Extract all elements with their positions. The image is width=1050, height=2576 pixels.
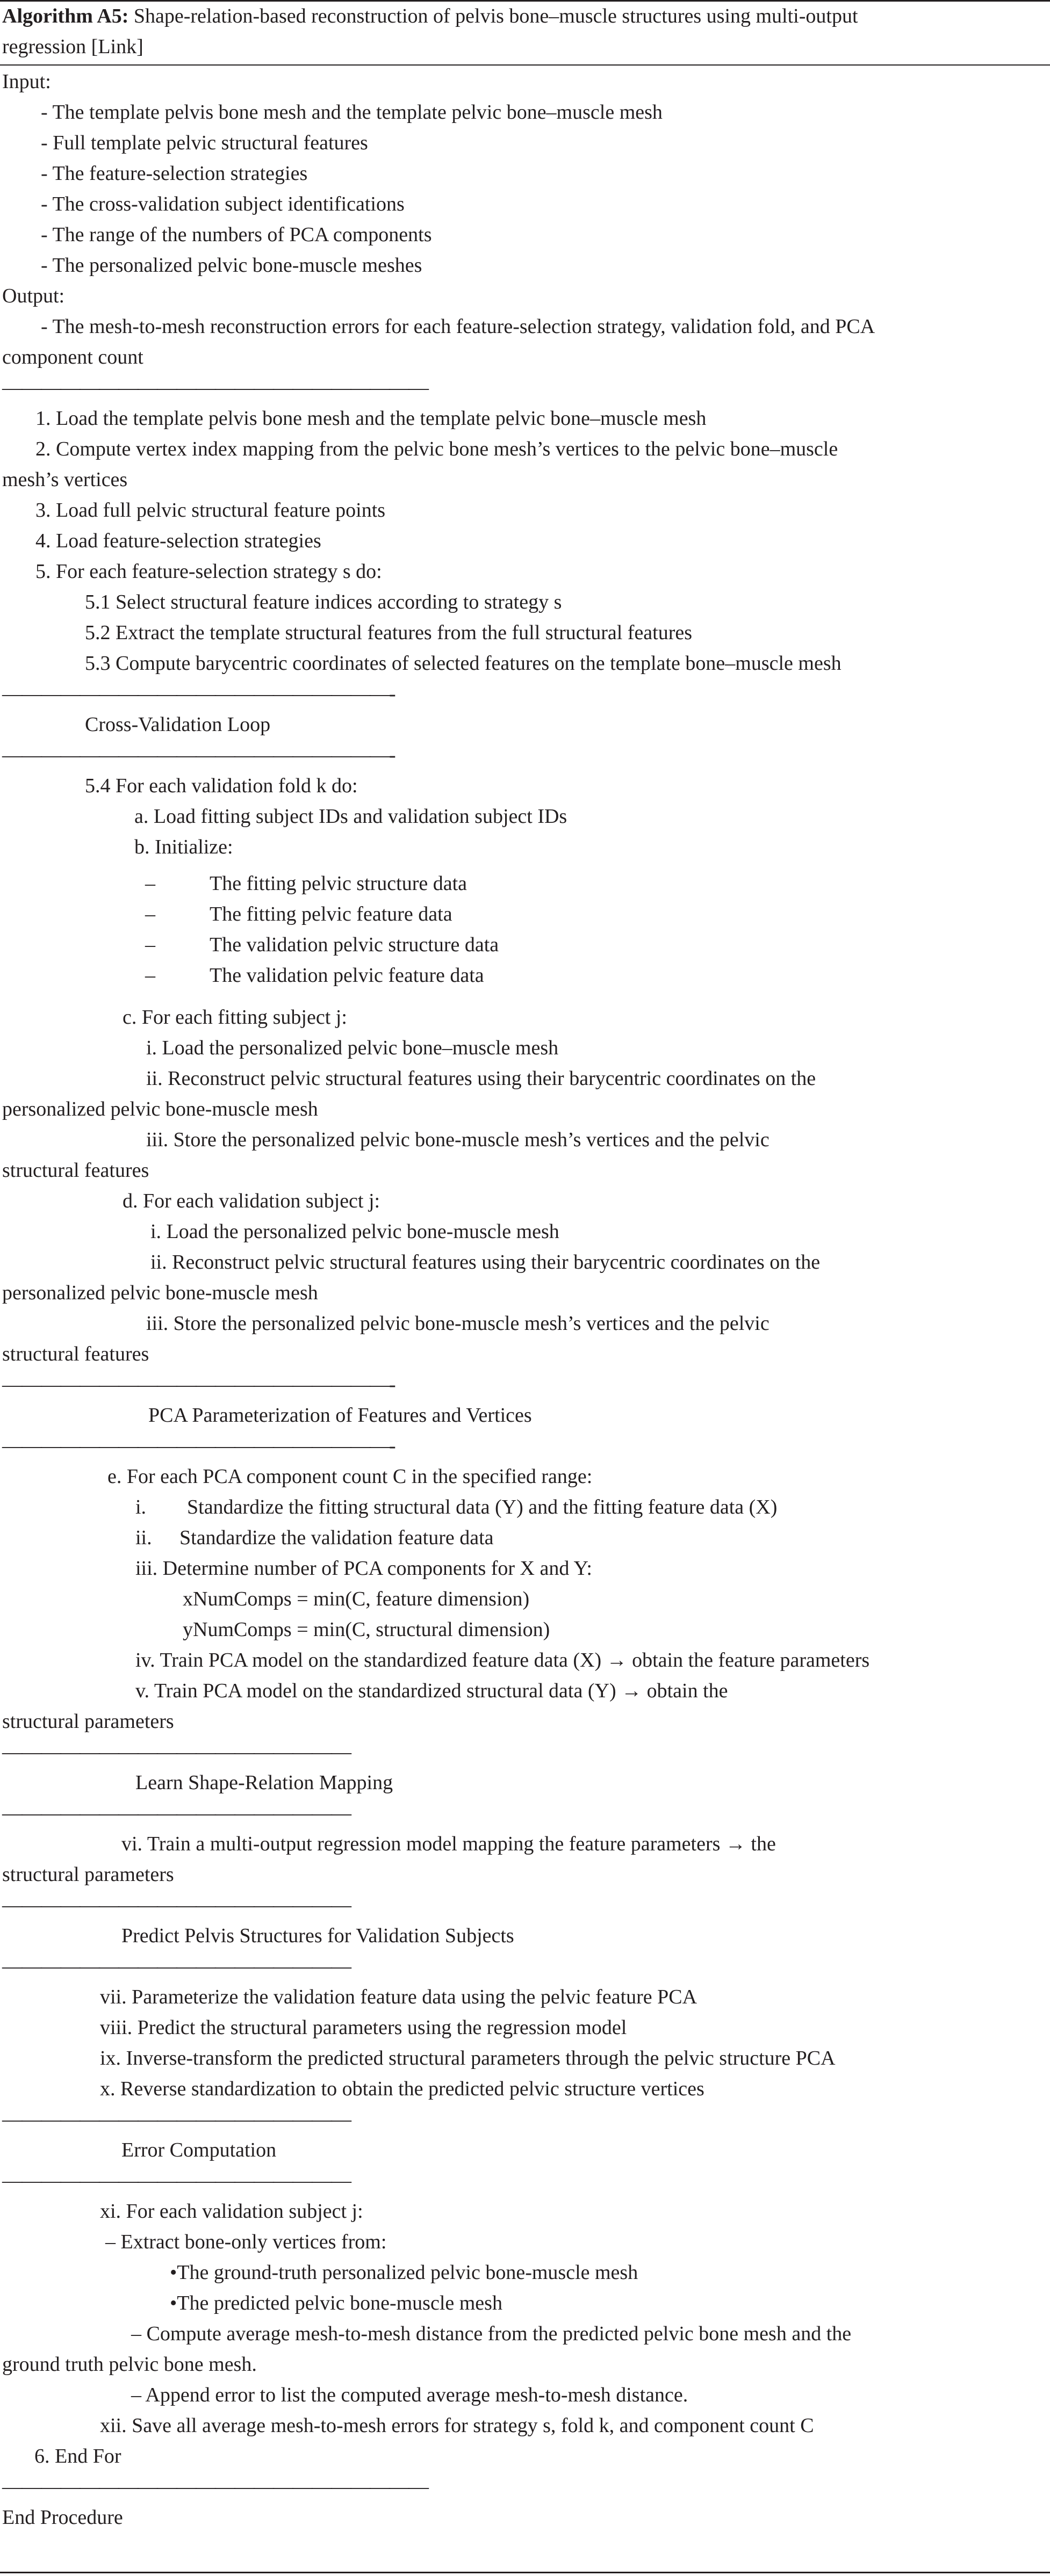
step-e-iii: iii. Determine number of PCA components for X and Y: <box>135 1557 592 1580</box>
step-e-i <box>0 1492 1050 1523</box>
step-e-ii-num: ii. <box>135 1526 152 1549</box>
step-xii: xii. Save all average mesh-to-mesh errors for strategy s, fold k, and component count C <box>100 2414 814 2437</box>
section-title-cross-validation: Cross-Validation Loop <box>85 713 271 736</box>
init-item <box>0 960 1050 1002</box>
step-c-iii-line-2: structural features <box>2 1159 149 1182</box>
output-line-1: - The mesh-to-mesh reconstruction errors for each feature-selection strategy, validation fold, and PCA <box>41 315 875 338</box>
separator: —————————————————— <box>2 2108 350 2131</box>
step-1: 1. Load the template pelvis bone mesh and the template pelvic bone–muscle mesh <box>35 407 707 430</box>
input-item-3: - The feature-selection strategies <box>41 162 308 185</box>
step-e-ii <box>0 1523 1050 1553</box>
step-5-4: 5.4 For each validation fold k do: <box>85 775 358 797</box>
separator: —————————————————— <box>2 2169 350 2192</box>
output-line-2: component count <box>2 346 143 368</box>
step-d-iii-line-1: iii. Store the personalized pelvic bone-muscle mesh’s vertices and the pelvic <box>146 1312 769 1335</box>
compute-line-1: – Compute average mesh-to-mesh distance from the predicted pelvic bone mesh and the <box>131 2322 852 2345</box>
step-e-v-line-1: v. Train PCA model on the standardized structural data (Y) → obtain the <box>135 1680 728 1702</box>
step-e-iv: iv. Train PCA model on the standardized feature data (X) → obtain the feature parameters <box>135 1649 870 1671</box>
step-e-i-text: Standardize the fitting structural data (Y) and the fitting feature data (X) <box>187 1496 778 1518</box>
algorithm-body <box>0 67 1050 2533</box>
ynumcomps: yNumComps = min(C, structural dimension) <box>183 1618 550 1641</box>
input-item-1: - The template pelvis bone mesh and the template pelvic bone–muscle mesh <box>41 101 663 124</box>
step-vi-line-1: vi. Train a multi-output regression model mapping the feature parameters → the <box>121 1833 776 1855</box>
step-vii: vii. Parameterize the validation feature data using the pelvic feature PCA <box>100 1986 697 2008</box>
compute-line-2: ground truth pelvic bone mesh. <box>2 2353 257 2376</box>
init-item <box>0 899 1050 930</box>
init-item-text: The validation pelvic structure data <box>210 934 499 956</box>
section-title-learn: Learn Shape-Relation Mapping <box>135 1771 393 1794</box>
extract-line: – Extract bone-only vertices from: <box>105 2231 387 2253</box>
separator: —————————————————————— <box>2 2476 428 2498</box>
bottom-rule <box>0 2572 1050 2573</box>
xnumcomps: xNumComps = min(C, feature dimension) <box>183 1588 530 1610</box>
step-e-i-num: i. <box>135 1496 147 1518</box>
step-5-2: 5.2 Extract the template structural features from the full structural features <box>85 621 693 644</box>
input-heading: Input: <box>2 70 51 93</box>
step-d-i: i. Load the personalized pelvic bone-muscle mesh <box>150 1220 559 1243</box>
input-item-5: - The range of the numbers of PCA components <box>41 223 432 246</box>
step-d: d. For each validation subject j: <box>123 1190 380 1212</box>
init-bullet: – <box>145 872 155 895</box>
end-procedure: End Procedure <box>2 2506 123 2529</box>
init-item-text: The fitting pelvic feature data <box>210 903 452 925</box>
step-5-1: 5.1 Select structural feature indices according to strategy s <box>85 591 562 613</box>
init-item-text: The fitting pelvic structure data <box>210 872 468 895</box>
step-d-ii-line-1: ii. Reconstruct pelvic structural features using their barycentric coordinates on the <box>150 1251 821 1273</box>
caption-label: Algorithm A5: <box>2 5 129 27</box>
init-item-text: The validation pelvic feature data <box>210 964 484 987</box>
input-item-2: - Full template pelvic structural features <box>41 132 368 154</box>
step-c-ii-line-1: ii. Reconstruct pelvic structural features using their barycentric coordinates on the <box>146 1067 816 1090</box>
output-heading: Output: <box>2 285 65 307</box>
append-line: – Append error to list the computed average mesh-to-mesh distance. <box>131 2384 688 2406</box>
init-bullet: – <box>145 934 155 956</box>
step-c-ii-line-2: personalized pelvic bone-muscle mesh <box>2 1098 318 1120</box>
step-x: x. Reverse standardization to obtain the predicted pelvic structure vertices <box>100 2078 704 2100</box>
step-c: c. For each fitting subject j: <box>123 1006 347 1029</box>
init-item <box>0 869 1050 899</box>
step-e-ii-text: Standardize the validation feature data <box>179 1526 494 1549</box>
section-title-error: Error Computation <box>121 2139 277 2161</box>
step-vi-line-2: structural parameters <box>2 1863 174 1886</box>
step-e: e. For each PCA component count C in the specified range: <box>107 1465 593 1488</box>
algorithm-caption <box>2 1 1045 62</box>
separator: ————————————————————- <box>2 683 395 705</box>
step-5-3: 5.3 Compute barycentric coordinates of selected features on the template bone–muscle mesh <box>85 652 842 675</box>
step-viii: viii. Predict the structural parameters using the regression model <box>100 2016 627 2039</box>
separator: —————————————————————— <box>2 377 428 399</box>
caption-text-1: Shape-relation-based reconstruction of pelvis bone–muscle structures using multi-output <box>128 5 858 27</box>
step-c-i: i. Load the personalized pelvic bone–muscle mesh <box>146 1037 559 1059</box>
section-title-pca: PCA Parameterization of Features and Vertices <box>148 1404 532 1427</box>
separator: ————————————————————- <box>2 1435 395 1457</box>
init-item <box>0 930 1050 960</box>
separator: —————————————————— <box>2 1802 350 1825</box>
separator: ————————————————————- <box>2 744 395 766</box>
step-3: 3. Load full pelvic structural feature points <box>35 499 386 522</box>
step-a: a. Load fitting subject IDs and validation subject IDs <box>134 805 567 828</box>
step-xi: xi. For each validation subject j: <box>100 2200 363 2223</box>
step-e-v-line-2: structural parameters <box>2 1710 174 1733</box>
input-item-6: - The personalized pelvic bone-muscle meshes <box>41 254 422 277</box>
init-bullet: – <box>145 903 155 925</box>
separator: —————————————————— <box>2 1741 350 1763</box>
step-6: 6. End For <box>34 2445 121 2468</box>
step-d-ii-line-2: personalized pelvic bone-muscle mesh <box>2 1282 318 1304</box>
separator: —————————————————— <box>2 1955 350 1978</box>
separator: —————————————————— <box>2 1894 350 1916</box>
ground-truth-item: •The ground-truth personalized pelvic bone-muscle mesh <box>170 2261 638 2284</box>
step-d-iii-line-2: structural features <box>2 1343 149 1365</box>
step-ix: ix. Inverse-transform the predicted structural parameters through the pelvic structure PCA <box>100 2047 836 2070</box>
section-title-predict: Predict Pelvis Structures for Validation Subjects <box>121 1924 514 1947</box>
step-2-line-2: mesh’s vertices <box>2 468 128 491</box>
step-4: 4. Load feature-selection strategies <box>35 530 321 552</box>
input-item-4: - The cross-validation subject identifications <box>41 193 405 215</box>
predicted-item: •The predicted pelvic bone-muscle mesh <box>170 2292 502 2314</box>
step-2-line-1: 2. Compute vertex index mapping from the pelvic bone mesh’s vertices to the pelvic bone–muscle <box>35 438 838 460</box>
step-c-iii-line-1: iii. Store the personalized pelvic bone-muscle mesh’s vertices and the pelvic <box>146 1128 769 1151</box>
separator: ————————————————————- <box>2 1373 395 1396</box>
caption-rule <box>0 64 1050 66</box>
init-bullet: – <box>145 964 155 987</box>
caption-text-2: regression [Link] <box>2 35 143 58</box>
step-b: b. Initialize: <box>134 836 233 858</box>
step-5: 5. For each feature-selection strategy s do: <box>35 560 382 583</box>
